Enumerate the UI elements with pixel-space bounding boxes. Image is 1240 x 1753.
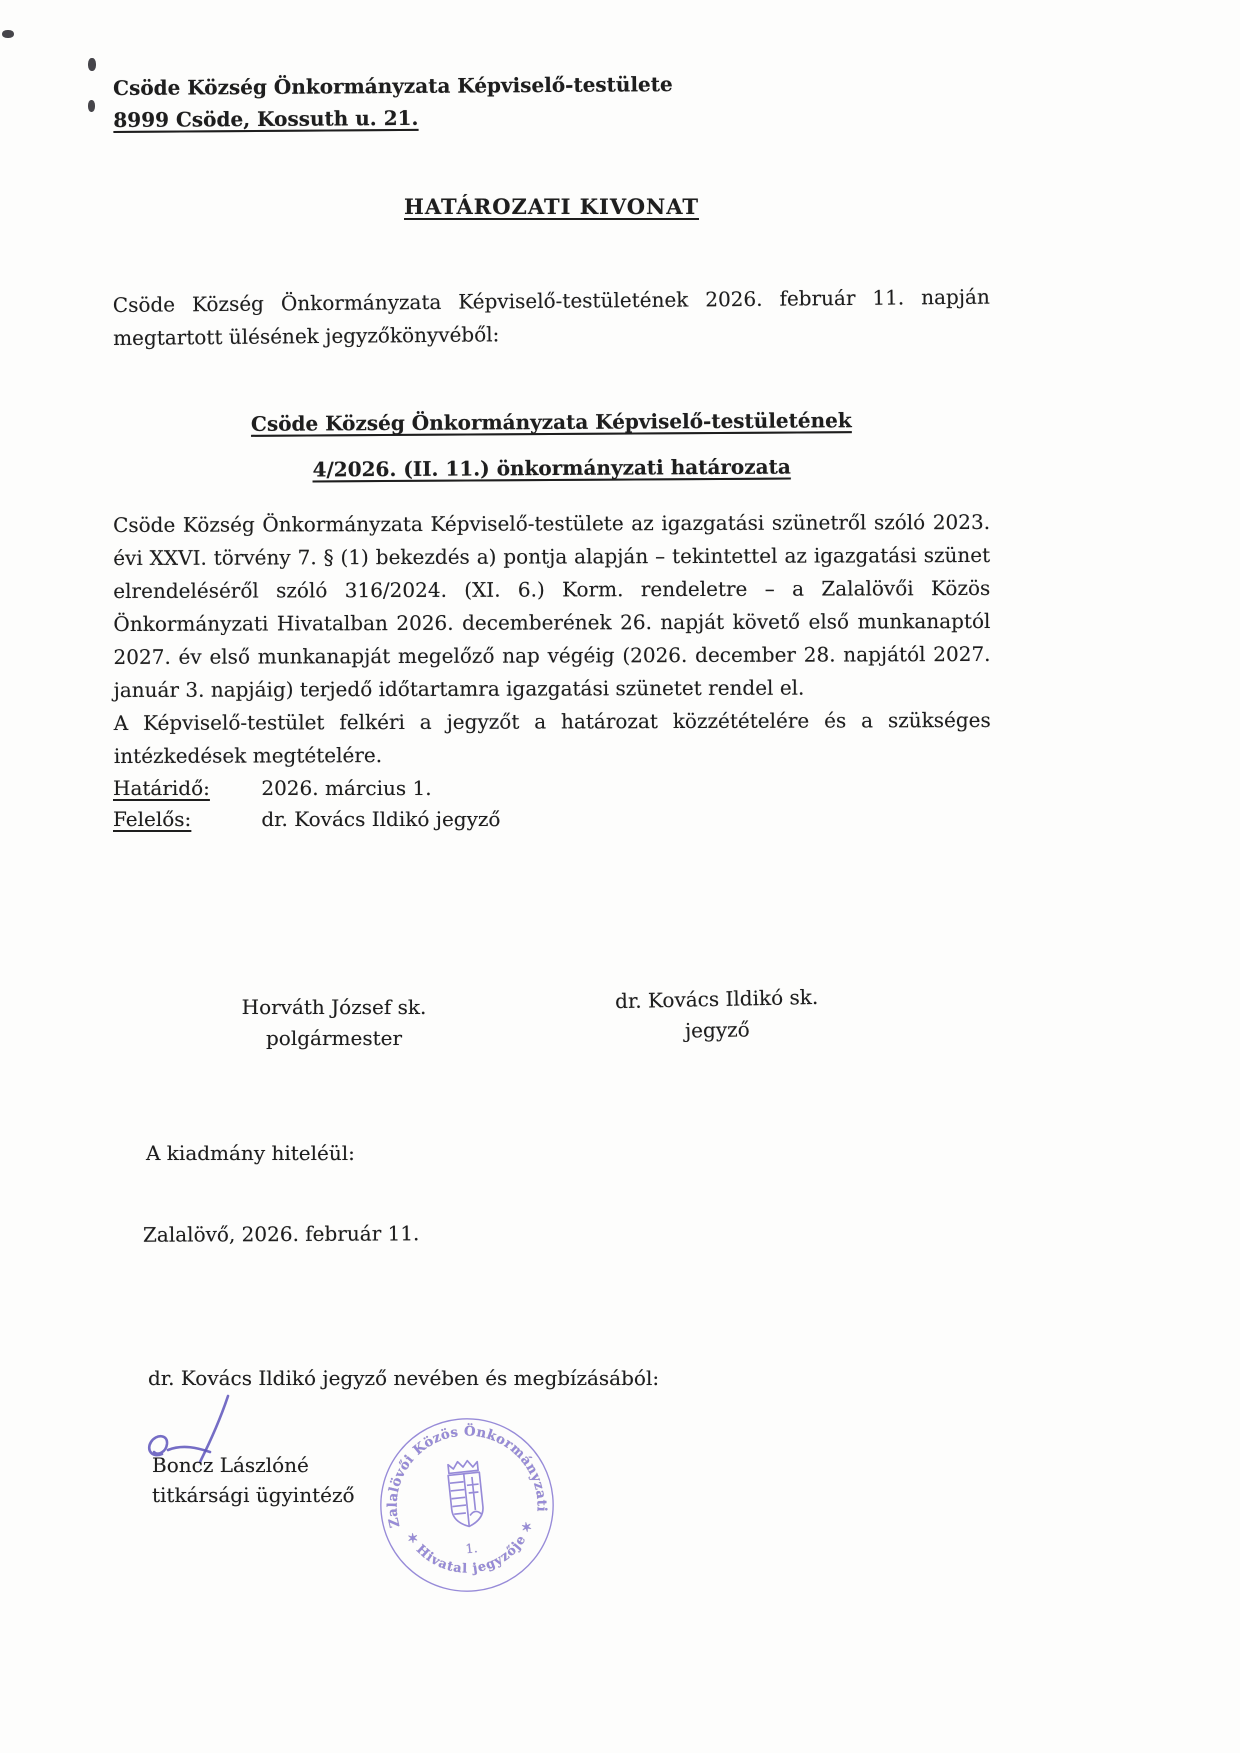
scan-speck: [2, 30, 14, 38]
on-behalf-line: dr. Kovács Ildikó jegyző nevében és megbízásából:: [148, 1366, 660, 1390]
resolution-heading: [113, 396, 991, 493]
clerk-name: Boncz Lászlóné: [152, 1453, 309, 1477]
clerk-block: [152, 1450, 355, 1510]
certification-line: A kiadmány hiteléül:: [146, 1141, 355, 1165]
signature-block-mayor: [234, 992, 434, 1054]
stamp-text-bottom: ✶ Hivatal jegyzője ✶: [403, 1518, 536, 1576]
document-title-text: HATÁROZATI KIVONAT: [404, 194, 699, 219]
notary-name: dr. Kovács Ildikó sk.: [614, 984, 819, 1014]
document-title: [113, 194, 990, 219]
letterhead: [113, 68, 673, 136]
official-stamp: [365, 1403, 569, 1607]
intro-paragraph: Csöde Község Önkormányzata Képviselő-testületének 2026. február 11. napján megtartott ülésének jegyzőkönyvéből:: [112, 284, 990, 350]
resolution-heading-line1: Csöde Község Önkormányzata Képviselő-testületének: [250, 408, 852, 436]
mayor-title: polgármester: [265, 1026, 403, 1050]
place-date-line: Zalalövő, 2026. február 11.: [142, 1221, 420, 1247]
mayor-name: Horváth József sk.: [241, 995, 427, 1019]
stamp-number: 1.: [464, 1540, 479, 1557]
deadline-row: [113, 773, 500, 804]
meta-rows: [113, 773, 500, 835]
org-address: 8999 Csöde, Kossuth u. 21.: [113, 105, 419, 132]
clerk-title: titkársági ügyintéző: [152, 1483, 355, 1507]
deadline-value: 2026. március 1.: [261, 776, 432, 800]
responsible-label: Felelős:: [113, 807, 192, 831]
scan-speck: [88, 100, 95, 112]
responsible-row: [113, 804, 500, 835]
resolution-body: [113, 506, 991, 773]
coat-of-arms-icon: [447, 1460, 485, 1529]
deadline-label: Határidő:: [113, 776, 210, 800]
org-name: Csöde Község Önkormányzata Képviselő-testülete: [113, 72, 673, 100]
scan-speck: [88, 58, 96, 71]
resolution-heading-line2: 4/2026. (II. 11.) önkormányzati határozata: [312, 454, 791, 482]
stamp-text-top: Zalalövői Közös Önkormányzati: [385, 1424, 549, 1529]
notary-title: jegyző: [684, 1017, 750, 1043]
body-paragraph-1: Csöde Község Önkormányzata Képviselő-testülete az igazgatási szünetről szóló 2023. évi XXVI. törvény 7. § (1) bekezdés a) pontja alapján – tekintettel az igazgatási szünet elrendeléséről szóló 316/2024. (XI. 6.) Korm. rendeletre – a Zalalövői Közös Önkormányzati Hivatalban 2026. decemberének 26. napját követő első munkanaptól 2027. év első munkanapját megelőző nap végéig (2026. december 28. napjától 2027. január 3. napjáig) terjedő időtartamra igazgatási szünetet rendel el.: [113, 509, 991, 702]
responsible-value: dr. Kovács Ildikó jegyző: [261, 807, 501, 831]
body-paragraph-2: A Képviselő-testület felkéri a jegyzőt a határozat közzétételére és a szükséges intézkedések megtételére.: [113, 707, 991, 768]
signature-block-notary: [611, 982, 822, 1048]
